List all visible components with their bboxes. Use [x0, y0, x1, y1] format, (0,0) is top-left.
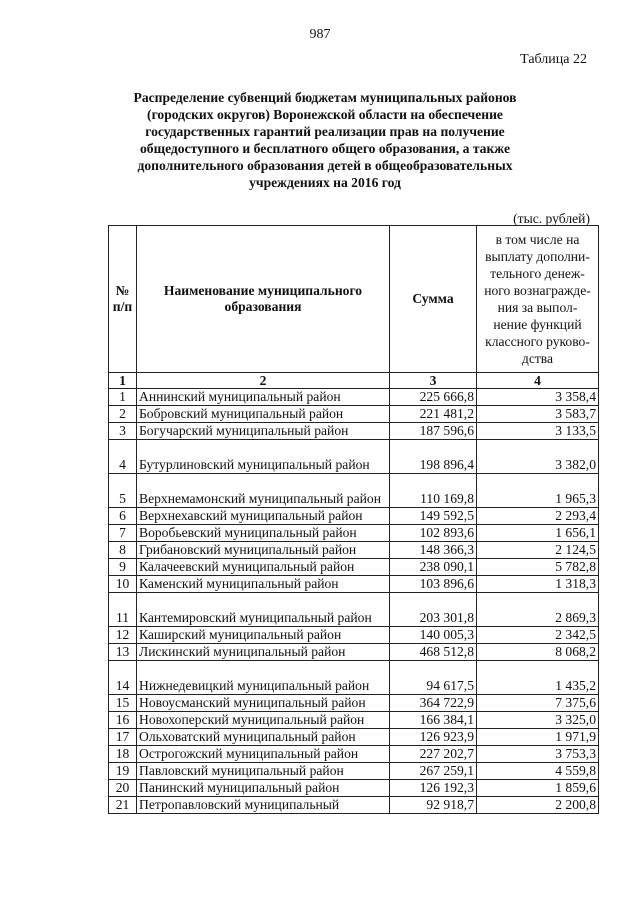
row-number: 20	[109, 780, 137, 797]
table-row	[109, 712, 599, 729]
unit-note: (тыс. рублей)	[513, 211, 590, 226]
table-row	[109, 559, 599, 576]
table-row	[109, 525, 599, 542]
amount-total: 203 301,8	[390, 593, 477, 627]
amount-total: 102 893,6	[390, 525, 477, 542]
table-row	[109, 423, 599, 440]
municipality-name: Верхнемамонский муниципальный район	[137, 474, 390, 508]
amount-total: 364 722,9	[390, 695, 477, 712]
amount-class-teacher: 1 435,2	[477, 661, 599, 695]
header-name: Наименование муниципального образования	[137, 226, 390, 373]
table-row	[109, 763, 599, 780]
municipality-name: Лискинский муниципальный район	[137, 644, 390, 661]
amount-total: 198 896,4	[390, 440, 477, 474]
table-row	[109, 627, 599, 644]
amount-class-teacher: 5 782,8	[477, 559, 599, 576]
table-row	[109, 440, 599, 474]
amount-class-teacher: 4 559,8	[477, 763, 599, 780]
municipality-name: Павловский муниципальный район	[137, 763, 390, 780]
row-number: 16	[109, 712, 137, 729]
table-row	[109, 542, 599, 559]
table-row	[109, 389, 599, 406]
row-number: 1	[109, 389, 137, 406]
index-row	[109, 373, 599, 389]
header-sum: Сумма	[390, 226, 477, 373]
amount-total: 225 666,8	[390, 389, 477, 406]
row-number: 15	[109, 695, 137, 712]
amount-total: 126 923,9	[390, 729, 477, 746]
municipality-name: Новоусманский муниципальный район	[137, 695, 390, 712]
amount-class-teacher: 3 325,0	[477, 712, 599, 729]
document-title: Распределение субвенций бюджетам муниципальных районов (городских округов) Воронежской области на обеспечение государственных гарантий реализации прав на получение общедоступного и бесплатного общего образования, а также дополнительного образования детей в общеобразовательных учреждениях на 2016 год	[133, 90, 517, 190]
header-sub: в том числе на выплату дополни-тельного денеж-ного вознагражде-ния за выпол-нение функций классного руково-дства	[477, 226, 599, 373]
municipality-name: Панинский муниципальный район	[137, 780, 390, 797]
row-number: 3	[109, 423, 137, 440]
row-number: 5	[109, 474, 137, 508]
row-number: 10	[109, 576, 137, 593]
municipality-name: Каширский муниципальный район	[137, 627, 390, 644]
row-number: 8	[109, 542, 137, 559]
amount-class-teacher: 1 656,1	[477, 525, 599, 542]
amount-class-teacher: 3 583,7	[477, 406, 599, 423]
index-cell: 1	[109, 373, 137, 389]
row-number: 2	[109, 406, 137, 423]
amount-class-teacher: 2 293,4	[477, 508, 599, 525]
row-number: 17	[109, 729, 137, 746]
amount-class-teacher: 3 358,4	[477, 389, 599, 406]
municipality-name: Кантемировский муниципальный район	[137, 593, 390, 627]
municipality-name: Бобровский муниципальный район	[137, 406, 390, 423]
amount-total: 468 512,8	[390, 644, 477, 661]
municipality-name: Острогожский муниципальный район	[137, 746, 390, 763]
row-number: 14	[109, 661, 137, 695]
table-row	[109, 661, 599, 695]
amount-class-teacher: 1 859,6	[477, 780, 599, 797]
table-row	[109, 508, 599, 525]
amount-class-teacher: 8 068,2	[477, 644, 599, 661]
amount-class-teacher: 3 133,5	[477, 423, 599, 440]
row-number: 4	[109, 440, 137, 474]
row-number: 13	[109, 644, 137, 661]
amount-class-teacher: 1 971,9	[477, 729, 599, 746]
amount-class-teacher: 3 382,0	[477, 440, 599, 474]
table-row	[109, 695, 599, 712]
table-row	[109, 746, 599, 763]
municipality-name: Богучарский муниципальный район	[137, 423, 390, 440]
amount-total: 227 202,7	[390, 746, 477, 763]
amount-total: 103 896,6	[390, 576, 477, 593]
municipality-name: Грибановский муниципальный район	[137, 542, 390, 559]
amount-class-teacher: 7 375,6	[477, 695, 599, 712]
municipality-name: Каменский муниципальный район	[137, 576, 390, 593]
amount-total: 110 169,8	[390, 474, 477, 508]
row-number: 9	[109, 559, 137, 576]
subvention-table	[108, 225, 599, 814]
header-num: № п/п	[109, 226, 137, 373]
row-number: 7	[109, 525, 137, 542]
amount-total: 238 090,1	[390, 559, 477, 576]
municipality-name: Нижнедевицкий муниципальный район	[137, 661, 390, 695]
row-number: 11	[109, 593, 137, 627]
table-row	[109, 797, 599, 814]
row-number: 19	[109, 763, 137, 780]
amount-total: 149 592,5	[390, 508, 477, 525]
amount-total: 187 596,6	[390, 423, 477, 440]
table-row	[109, 593, 599, 627]
amount-total: 92 918,7	[390, 797, 477, 814]
row-number: 18	[109, 746, 137, 763]
table-row	[109, 474, 599, 508]
amount-class-teacher: 2 124,5	[477, 542, 599, 559]
table-row	[109, 729, 599, 746]
amount-total: 267 259,1	[390, 763, 477, 780]
index-cell: 4	[477, 373, 599, 389]
amount-class-teacher: 2 200,8	[477, 797, 599, 814]
amount-total: 166 384,1	[390, 712, 477, 729]
amount-class-teacher: 1 965,3	[477, 474, 599, 508]
amount-total: 221 481,2	[390, 406, 477, 423]
page-number: 987	[309, 27, 331, 42]
row-number: 6	[109, 508, 137, 525]
table-row	[109, 644, 599, 661]
header-row	[109, 226, 599, 373]
municipality-name: Верхнехавский муниципальный район	[137, 508, 390, 525]
municipality-name: Новохоперский муниципальный район	[137, 712, 390, 729]
table-row	[109, 406, 599, 423]
table-row	[109, 780, 599, 797]
amount-total: 94 617,5	[390, 661, 477, 695]
row-number: 21	[109, 797, 137, 814]
municipality-name: Бутурлиновский муниципальный район	[137, 440, 390, 474]
amount-class-teacher: 3 753,3	[477, 746, 599, 763]
table-row	[109, 576, 599, 593]
index-cell: 2	[137, 373, 390, 389]
table-body	[109, 389, 599, 814]
municipality-name: Ольховатский муниципальный район	[137, 729, 390, 746]
municipality-name: Петропавловский муниципальный	[137, 797, 390, 814]
municipality-name: Воробьевский муниципальный район	[137, 525, 390, 542]
index-cell: 3	[390, 373, 477, 389]
amount-total: 140 005,3	[390, 627, 477, 644]
row-number: 12	[109, 627, 137, 644]
amount-total: 126 192,3	[390, 780, 477, 797]
municipality-name: Аннинский муниципальный район	[137, 389, 390, 406]
table-label: Таблица 22	[520, 52, 587, 67]
amount-class-teacher: 1 318,3	[477, 576, 599, 593]
municipality-name: Калачеевский муниципальный район	[137, 559, 390, 576]
amount-class-teacher: 2 869,3	[477, 593, 599, 627]
amount-total: 148 366,3	[390, 542, 477, 559]
amount-class-teacher: 2 342,5	[477, 627, 599, 644]
